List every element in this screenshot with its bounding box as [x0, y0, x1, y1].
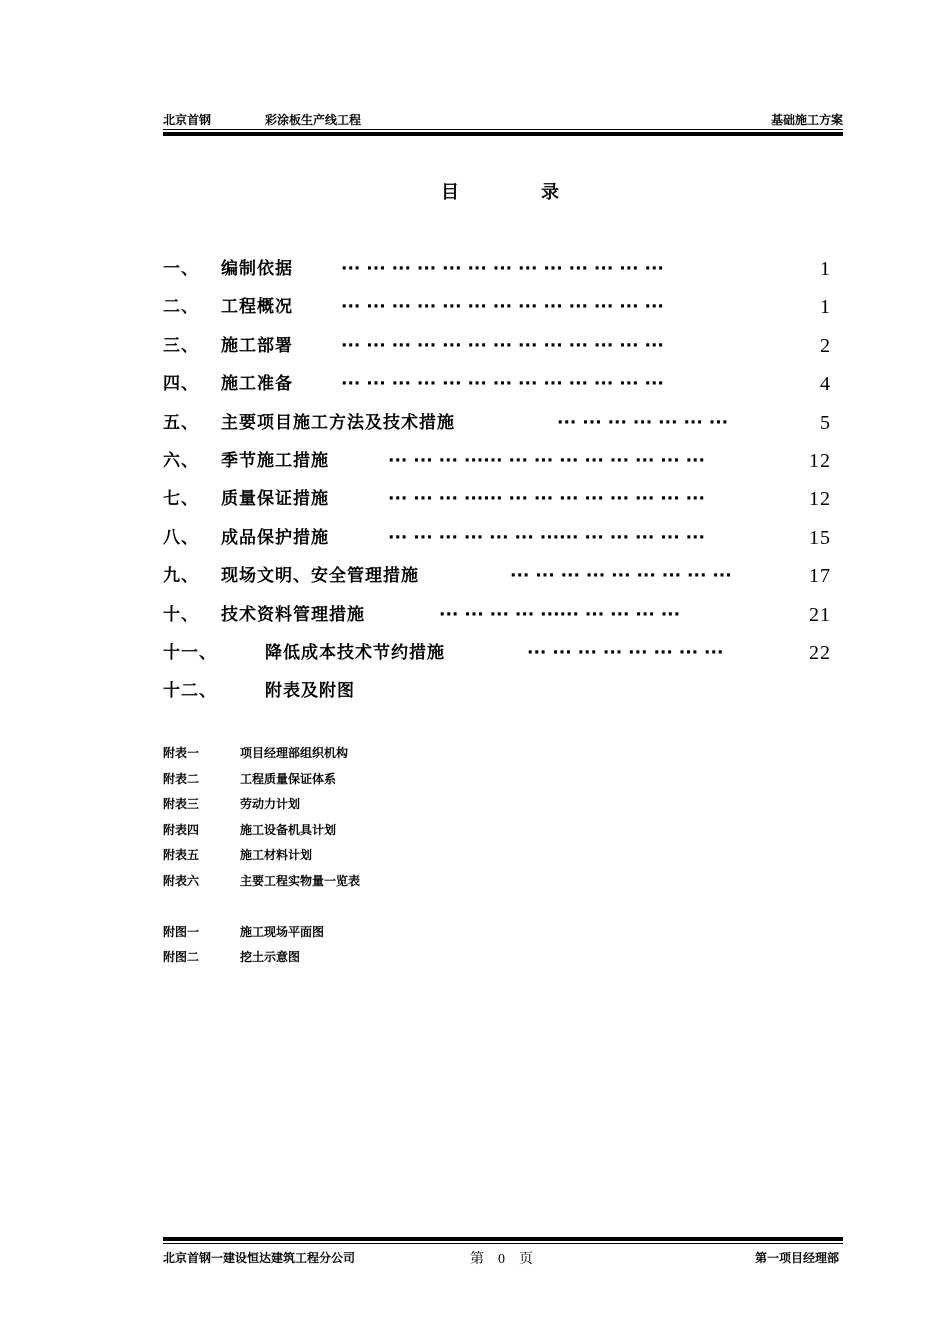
toc-leader-dots: ··· ··· ··· ······ ··· ··· ··· ··· ··· ··· ··· ··· — [388, 450, 705, 471]
appendix-id: 附表五 — [163, 848, 200, 862]
toc-page: 21 — [809, 603, 831, 626]
toc-label: 质量保证措施 — [221, 489, 329, 510]
toc-page: 1 — [820, 296, 831, 319]
toc-page: 15 — [809, 526, 831, 549]
toc-row[interactable] — [163, 563, 843, 601]
toc-label: 降低成本技术节约措施 — [265, 642, 445, 663]
appendix-figure-item[interactable] — [163, 923, 563, 941]
toc-number: 十二、 — [163, 681, 217, 702]
appendix-id: 附表四 — [163, 823, 200, 837]
appendix-name: 施工材料计划 — [240, 848, 313, 862]
appendix-item[interactable] — [163, 744, 563, 762]
toc-number: 二、 — [163, 297, 199, 318]
appendix-name: 挖土示意图 — [240, 950, 301, 964]
appendix-id: 附图一 — [163, 925, 200, 939]
header-project: 彩涂板生产线工程 — [265, 113, 362, 127]
toc-row[interactable] — [163, 256, 843, 294]
toc-number: 六、 — [163, 450, 199, 471]
appendix-item[interactable] — [163, 872, 563, 890]
footer-company: 北京首钢一建设恒达建筑工程分公司 — [163, 1251, 356, 1265]
header-document-title: 基础施工方案 — [770, 113, 843, 127]
toc-leader-dots: ··· ··· ··· ··· ··· ··· ··· ··· ··· ··· ··· ··· ··· — [341, 335, 664, 356]
toc-number: 七、 — [163, 489, 199, 510]
toc-page: 12 — [809, 488, 831, 511]
toc-page: 4 — [820, 373, 831, 396]
toc-number: 三、 — [163, 335, 199, 356]
toc-label: 施工部署 — [221, 335, 293, 356]
toc-page: 1 — [820, 258, 831, 280]
toc-leader-dots: ··· ··· ··· ··· ··· ··· ··· ··· ··· — [510, 566, 732, 587]
appendix-item[interactable] — [163, 821, 563, 839]
toc-page: 12 — [809, 449, 831, 472]
toc-label: 附表及附图 — [265, 681, 355, 702]
appendix-name: 工程质量保证体系 — [240, 772, 337, 786]
appendix-name: 劳动力计划 — [240, 797, 301, 811]
toc-row[interactable] — [163, 525, 843, 563]
toc-number: 十一、 — [163, 642, 217, 663]
appendix-name: 施工现场平面图 — [240, 925, 325, 939]
toc-label: 技术资料管理措施 — [221, 604, 365, 625]
toc-number: 四、 — [163, 374, 199, 395]
toc-row[interactable] — [163, 448, 843, 486]
toc-leader-dots: ··· ··· ··· ··· ··· ··· ··· ··· ··· ··· ··· ··· ··· — [341, 259, 664, 279]
appendix-name: 主要工程实物量一览表 — [240, 874, 361, 888]
toc-label: 成品保护措施 — [221, 527, 329, 548]
toc-page: 5 — [820, 411, 831, 434]
header-company: 北京首钢 — [163, 113, 212, 127]
toc-label: 编制依据 — [221, 259, 293, 279]
toc-leader-dots: ··· ··· ··· ······ ··· ··· ··· ··· ··· ··· ··· ··· — [388, 489, 705, 510]
footer-rule-thin — [163, 1243, 843, 1244]
toc-row[interactable] — [163, 640, 843, 678]
toc-number: 九、 — [163, 566, 199, 587]
toc-leader-dots: ··· ··· ··· ··· ··· ··· ··· — [557, 412, 729, 433]
page-header — [163, 111, 843, 129]
toc-page: 2 — [820, 334, 831, 357]
toc-row[interactable] — [163, 678, 843, 716]
appendix-id: 附图二 — [163, 950, 200, 964]
appendix-item[interactable] — [163, 846, 563, 864]
toc-number: 十、 — [163, 604, 199, 625]
toc-number: 一、 — [163, 259, 199, 279]
appendix-item[interactable] — [163, 770, 563, 788]
appendix-item[interactable] — [163, 795, 563, 813]
footer-department: 第一项目经理部 — [754, 1251, 839, 1265]
toc-leader-dots: ··· ··· ··· ··· ··· ··· ··· ··· — [527, 642, 724, 663]
toc-label: 工程概况 — [221, 297, 293, 318]
toc-row[interactable] — [163, 486, 843, 524]
footer-page-number: 第 0 页 — [470, 1252, 533, 1267]
toc-row[interactable] — [163, 410, 843, 448]
appendix-figure-item[interactable] — [163, 948, 563, 966]
toc-label: 主要项目施工方法及技术措施 — [221, 412, 455, 433]
toc-leader-dots: ··· ··· ··· ··· ······ ··· ··· ··· ··· — [439, 604, 681, 625]
toc-row[interactable] — [163, 371, 843, 409]
page-footer — [163, 1249, 843, 1267]
toc-page: 17 — [809, 565, 831, 588]
header-rule-thin — [163, 129, 843, 130]
table-of-contents — [163, 256, 843, 717]
appendix-name: 项目经理部组织机构 — [240, 746, 349, 760]
title-char-1: 目 — [441, 182, 459, 203]
toc-leader-dots: ··· ··· ··· ··· ··· ··· ······ ··· ··· ··· ··· ··· — [388, 527, 705, 548]
toc-label: 季节施工措施 — [221, 450, 329, 471]
footer-rule-thick — [163, 1237, 843, 1241]
toc-page: 22 — [809, 641, 831, 664]
toc-leader-dots: ··· ··· ··· ··· ··· ··· ··· ··· ··· ··· ··· ··· ··· — [341, 297, 664, 318]
toc-number: 八、 — [163, 527, 199, 548]
appendix-id: 附表三 — [163, 797, 200, 811]
toc-row[interactable] — [163, 602, 843, 640]
toc-leader-dots: ··· ··· ··· ··· ··· ··· ··· ··· ··· ··· ··· ··· ··· — [341, 374, 664, 395]
appendix-id: 附表一 — [163, 746, 200, 760]
title-char-2: 录 — [541, 182, 559, 203]
appendix-name: 施工设备机具计划 — [240, 823, 337, 837]
appendix-id: 附表二 — [163, 772, 200, 786]
toc-number: 五、 — [163, 412, 199, 433]
toc-row[interactable] — [163, 333, 843, 371]
toc-label: 施工准备 — [221, 374, 293, 395]
header-rule-thick — [163, 132, 843, 136]
toc-label: 现场文明、安全管理措施 — [221, 566, 419, 587]
toc-row[interactable] — [163, 294, 843, 332]
appendix-id: 附表六 — [163, 874, 200, 888]
